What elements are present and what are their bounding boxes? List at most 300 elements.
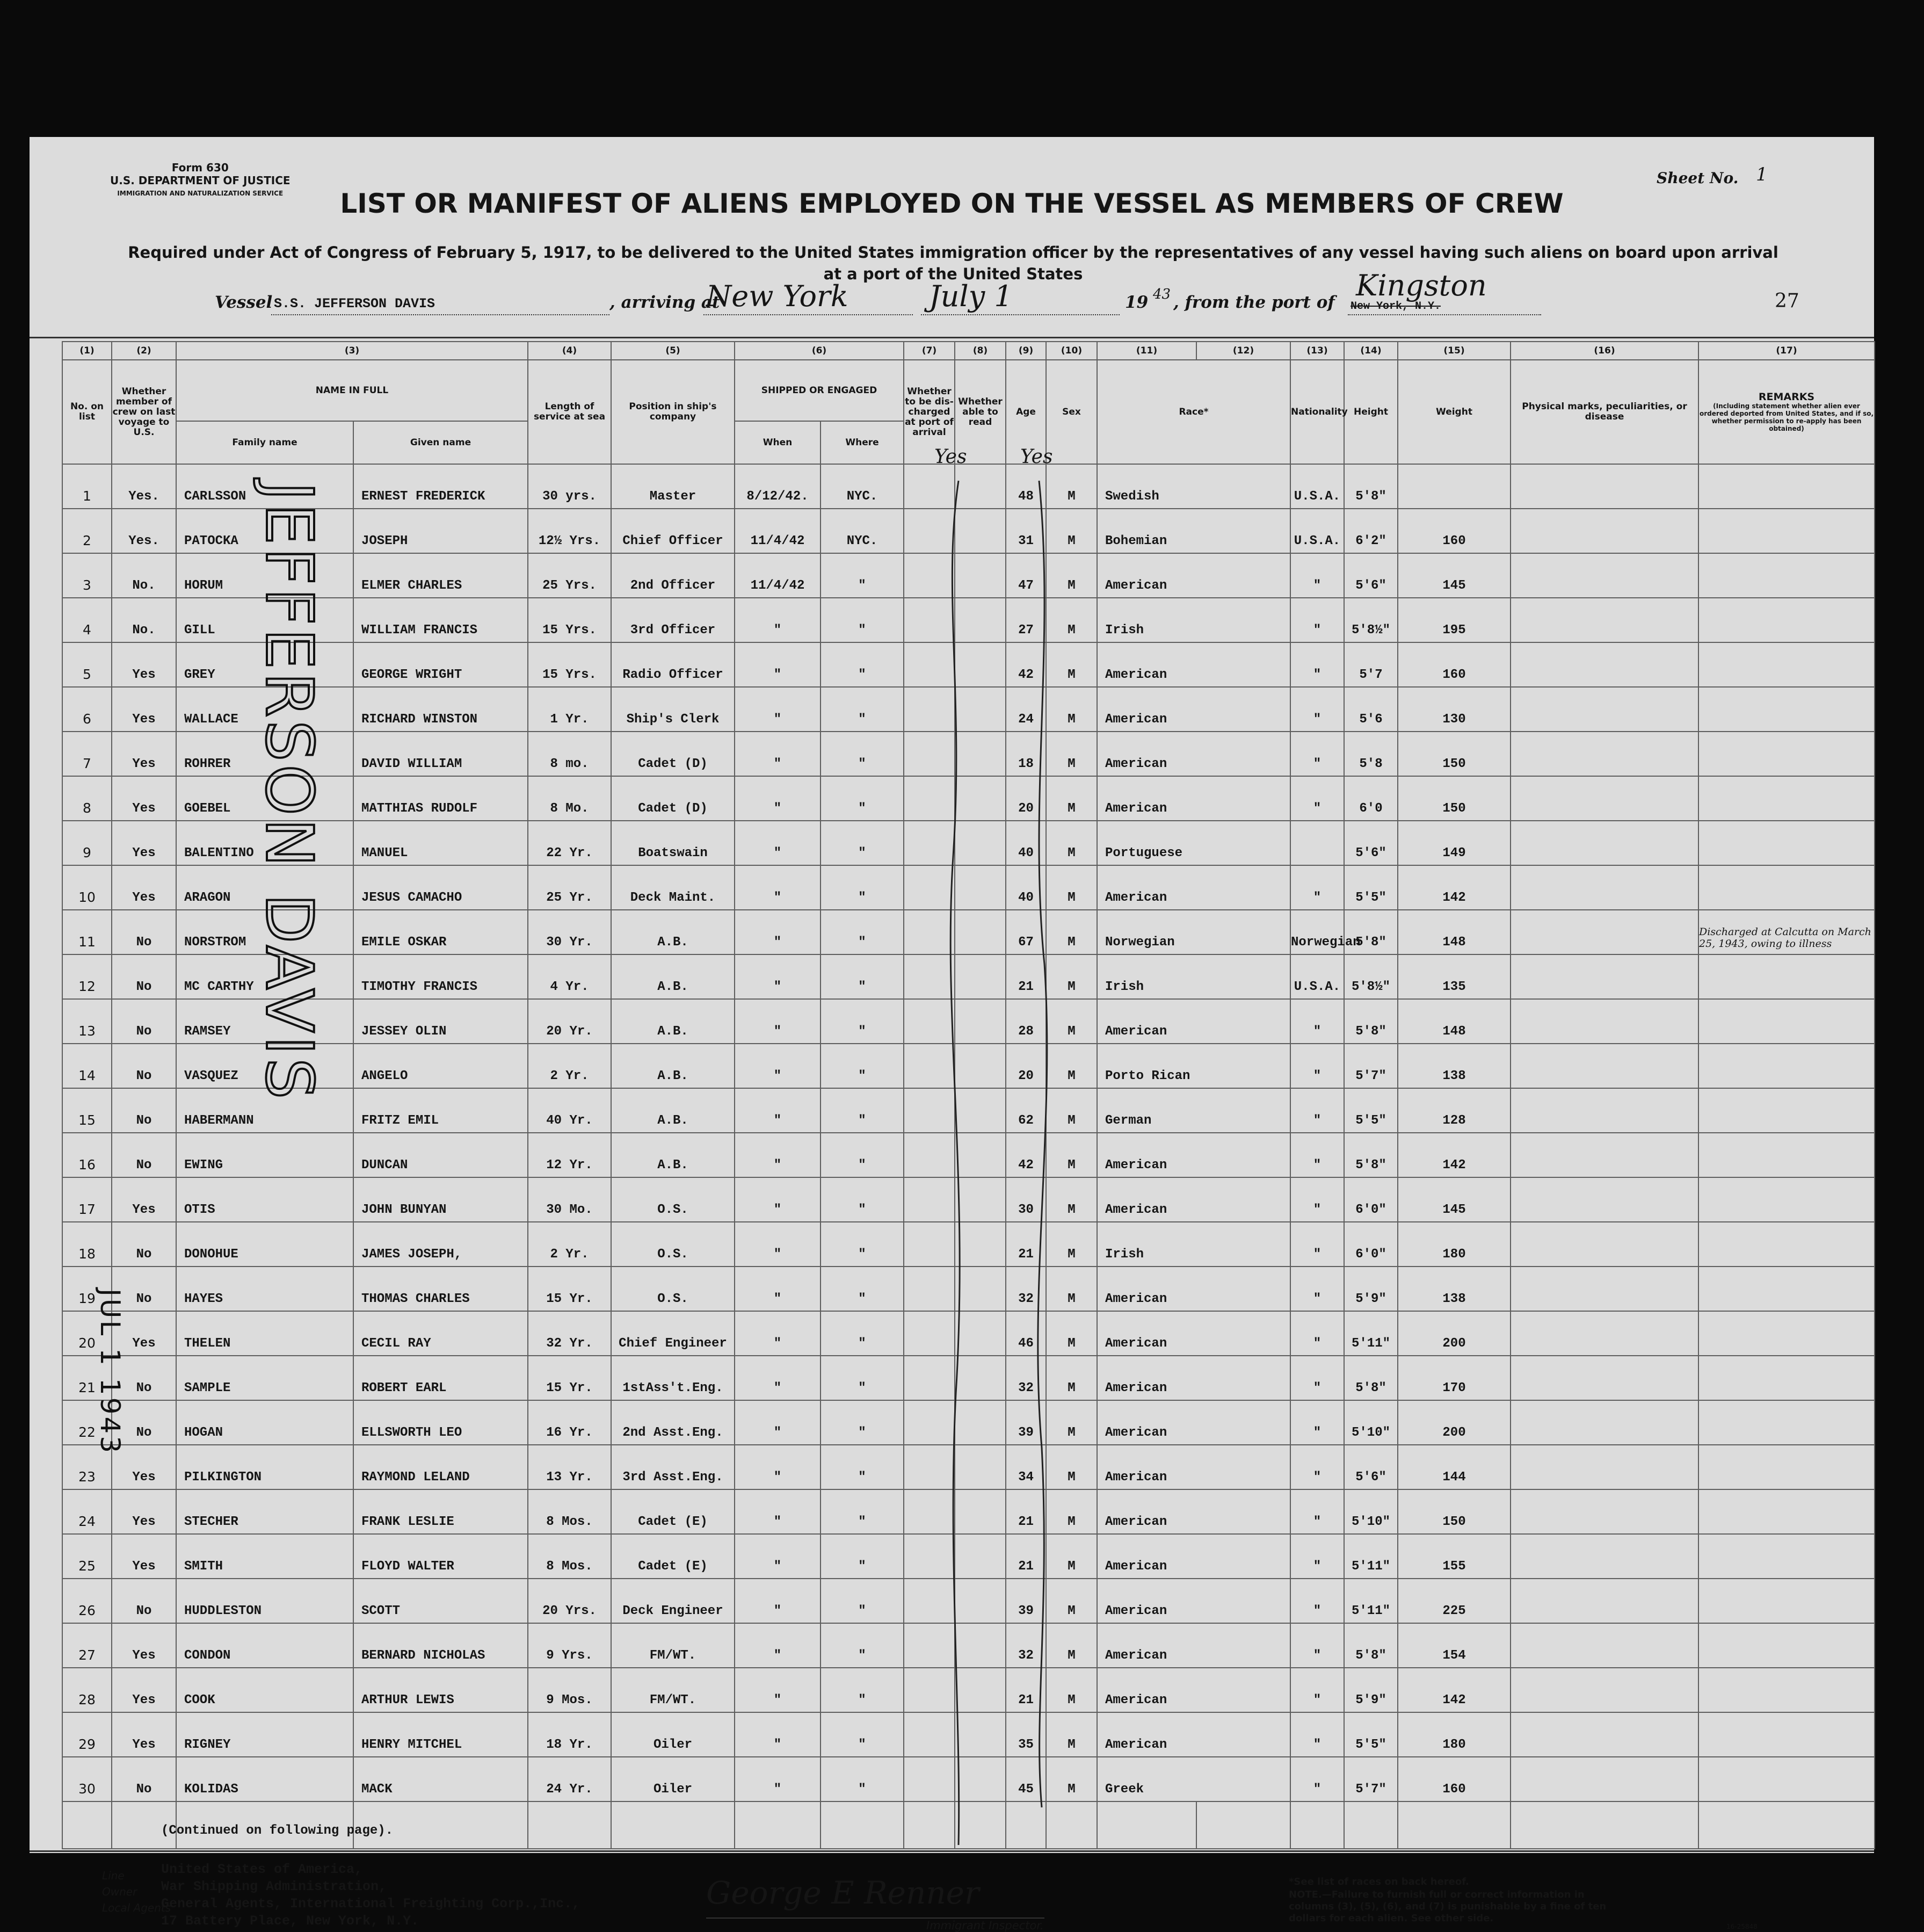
col-num: (4): [528, 342, 611, 360]
shipped-when-cell: ": [735, 776, 821, 821]
length-service-cell: 12½ Yrs.: [528, 509, 611, 553]
height-cell: 5'7": [1344, 1757, 1398, 1801]
position-cell: A.B.: [611, 999, 735, 1044]
age-cell: 42: [1006, 1133, 1046, 1177]
given-name-cell: JOSEPH: [353, 509, 528, 553]
remarks-cell: [1698, 1133, 1875, 1177]
sex-cell: M: [1046, 1757, 1097, 1801]
physical-marks-cell: [1511, 1267, 1698, 1311]
position-cell: Boatswain: [611, 821, 735, 865]
length-service-cell: 25 Yrs.: [528, 553, 611, 598]
family-name-cell: CONDON: [176, 1623, 353, 1668]
given-name-cell: FLOYD WALTER: [353, 1534, 528, 1579]
physical-marks-cell: [1511, 1400, 1698, 1445]
col-num: (6): [735, 342, 904, 360]
header-nationality: Nationality: [1290, 360, 1344, 464]
given-name-cell: BERNARD NICHOLAS: [353, 1623, 528, 1668]
age-cell: 47: [1006, 553, 1046, 598]
shipped-when-cell: ": [735, 1133, 821, 1177]
agents-label: Local Agents: [102, 1901, 171, 1914]
age-cell: 21: [1006, 1668, 1046, 1712]
height-cell: 5'8½": [1344, 598, 1398, 642]
sex-cell: M: [1046, 1489, 1097, 1534]
race-cell: Bohemian: [1097, 509, 1290, 553]
col-num: (10): [1046, 342, 1097, 360]
family-name-cell: VASQUEZ: [176, 1044, 353, 1088]
position-cell: FM/WT.: [611, 1623, 735, 1668]
shipped-where-cell: ": [821, 732, 904, 776]
physical-marks-cell: [1511, 1177, 1698, 1222]
col-num: (16): [1511, 342, 1698, 360]
remarks-note: (Including statement whether alien ever ordered deported from United States, and if so, whether permission to re-apply has been obtained): [1699, 402, 1874, 432]
date-underline: [921, 314, 1120, 315]
sheet-number-value: 1: [1756, 164, 1768, 185]
shipped-when-cell: ": [735, 1311, 821, 1356]
physical-marks-cell: [1511, 464, 1698, 509]
inspector-signature: George E Renner: [706, 1875, 979, 1911]
sex-cell: M: [1046, 509, 1097, 553]
race-cell: American: [1097, 1400, 1290, 1445]
arrival-date: July 1: [929, 279, 1013, 313]
shipped-where-cell: ": [821, 1712, 904, 1757]
position-cell: A.B.: [611, 1088, 735, 1133]
nationality-cell: ": [1290, 1044, 1344, 1088]
weight-cell: [1398, 464, 1511, 509]
shipped-where-cell: ": [821, 1623, 904, 1668]
physical-marks-cell: [1511, 1668, 1698, 1712]
sex-cell: M: [1046, 1311, 1097, 1356]
remarks-cell: [1698, 1623, 1875, 1668]
shipped-where-cell: ": [821, 865, 904, 910]
last-voyage-cell: No: [112, 1757, 176, 1801]
shipped-when-cell: ": [735, 1757, 821, 1801]
physical-marks-cell: [1511, 776, 1698, 821]
last-voyage-cell: No: [112, 954, 176, 999]
length-service-cell: 22 Yr.: [528, 821, 611, 865]
age-cell: 40: [1006, 865, 1046, 910]
age-cell: 24: [1006, 687, 1046, 732]
shipped-where-cell: ": [821, 1311, 904, 1356]
nationality-cell: ": [1290, 1489, 1344, 1534]
age-cell: 31: [1006, 509, 1046, 553]
year-prefix: 19: [1125, 293, 1149, 312]
family-name-cell: GREY: [176, 642, 353, 687]
family-name-cell: RIGNEY: [176, 1712, 353, 1757]
family-name-cell: PATOCKA: [176, 509, 353, 553]
from-underline: [1348, 314, 1541, 315]
shipped-where-cell: ": [821, 1177, 904, 1222]
length-service-cell: 1 Yr.: [528, 687, 611, 732]
given-name-cell: TIMOTHY FRANCIS: [353, 954, 528, 999]
sheet-number-label: Sheet No.: [1657, 169, 1739, 187]
position-cell: A.B.: [611, 1044, 735, 1088]
position-cell: O.S.: [611, 1177, 735, 1222]
last-voyage-cell: Yes: [112, 1534, 176, 1579]
weight-cell: 160: [1398, 1757, 1511, 1801]
length-service-cell: 15 Yr.: [528, 1356, 611, 1400]
given-name-cell: RAYMOND LELAND: [353, 1445, 528, 1489]
age-cell: 46: [1006, 1311, 1046, 1356]
length-service-cell: 15 Yrs.: [528, 598, 611, 642]
nationality-cell: ": [1290, 598, 1344, 642]
row-number-cell: 24: [62, 1489, 112, 1534]
race-cell: Porto Rican: [1097, 1044, 1290, 1088]
nationality-cell: ": [1290, 1267, 1344, 1311]
last-voyage-cell: Yes: [112, 732, 176, 776]
race-cell: American: [1097, 1579, 1290, 1623]
given-name-cell: CECIL RAY: [353, 1311, 528, 1356]
given-name-cell: MANUEL: [353, 821, 528, 865]
shipped-where-cell: ": [821, 642, 904, 687]
manifest-sheet: [30, 137, 1874, 1932]
nationality-cell: ": [1290, 1222, 1344, 1267]
position-cell: 2nd Officer: [611, 553, 735, 598]
ditto-wavy-line: [937, 481, 1001, 1850]
sex-cell: M: [1046, 642, 1097, 687]
col-num: (9): [1006, 342, 1046, 360]
sex-cell: M: [1046, 1088, 1097, 1133]
continued-note: (Continued on following page).: [161, 1824, 394, 1838]
age-cell: 40: [1006, 821, 1046, 865]
row-number-cell: 14: [62, 1044, 112, 1088]
row-number-cell: 1: [62, 464, 112, 509]
race-cell: American: [1097, 1356, 1290, 1400]
weight-cell: 138: [1398, 1044, 1511, 1088]
length-service-cell: 9 Mos.: [528, 1668, 611, 1712]
age-cell: 67: [1006, 910, 1046, 954]
height-cell: 6'0: [1344, 776, 1398, 821]
position-cell: 2nd Asst.Eng.: [611, 1400, 735, 1445]
position-cell: Chief Officer: [611, 509, 735, 553]
height-cell: 5'10": [1344, 1400, 1398, 1445]
arriving-label: , arriving at: [609, 293, 720, 312]
last-voyage-cell: No: [112, 1579, 176, 1623]
shipped-when-cell: ": [735, 1044, 821, 1088]
family-name-cell: CARLSSON: [176, 464, 353, 509]
length-service-cell: 8 Mos.: [528, 1489, 611, 1534]
shipped-when-cell: ": [735, 1534, 821, 1579]
weight-cell: 154: [1398, 1623, 1511, 1668]
col-num: (17): [1698, 342, 1875, 360]
weight-cell: 200: [1398, 1400, 1511, 1445]
sex-cell: M: [1046, 1177, 1097, 1222]
shipped-where-cell: ": [821, 1445, 904, 1489]
shipped-when-cell: 11/4/42: [735, 509, 821, 553]
race-cell: American: [1097, 1445, 1290, 1489]
family-name-cell: BALENTINO: [176, 821, 353, 865]
footer-labels: [102, 1868, 171, 1916]
weight-cell: 149: [1398, 821, 1511, 865]
page-subtitle: Required under Act of Congress of February 5, 1917, to be delivered to the United States immigration officer by the representatives of any vessel having such aliens on board upon arrival at a port of the United States: [128, 243, 1778, 283]
header-able-read: Whether able to read: [955, 360, 1006, 464]
physical-marks-cell: [1511, 1356, 1698, 1400]
header-sex: Sex: [1046, 360, 1097, 464]
given-name-cell: DAVID WILLIAM: [353, 732, 528, 776]
length-service-cell: 15 Yrs.: [528, 642, 611, 687]
position-cell: O.S.: [611, 1267, 735, 1311]
position-cell: O.S.: [611, 1222, 735, 1267]
shipped-when-cell: ": [735, 1222, 821, 1267]
nationality-cell: ": [1290, 1311, 1344, 1356]
remarks-cell: [1698, 1311, 1875, 1356]
weight-cell: 180: [1398, 1712, 1511, 1757]
physical-marks-cell: [1511, 598, 1698, 642]
row-number-cell: 29: [62, 1712, 112, 1757]
remarks-cell: [1698, 598, 1875, 642]
shipped-when-cell: 11/4/42: [735, 553, 821, 598]
sex-cell: M: [1046, 732, 1097, 776]
line-label: Line: [102, 1869, 125, 1882]
race-cell: American: [1097, 776, 1290, 821]
nationality-cell: [1290, 821, 1344, 865]
position-cell: Cadet (E): [611, 1489, 735, 1534]
form-number: Form 630: [171, 161, 229, 174]
last-voyage-cell: Yes: [112, 1489, 176, 1534]
shipped-where-cell: ": [821, 954, 904, 999]
given-name-cell: WILLIAM FRANCIS: [353, 598, 528, 642]
race-cell: Portuguese: [1097, 821, 1290, 865]
nationality-cell: ": [1290, 1668, 1344, 1712]
shipped-where-cell: ": [821, 1489, 904, 1534]
height-cell: 5'9": [1344, 1267, 1398, 1311]
race-cell: American: [1097, 1623, 1290, 1668]
vessel-name: S.S. JEFFERSON DAVIS: [274, 296, 435, 312]
given-name-cell: JAMES JOSEPH,: [353, 1222, 528, 1267]
age-cell: 27: [1006, 598, 1046, 642]
age-cell: 34: [1006, 1445, 1046, 1489]
shipped-where-cell: ": [821, 1668, 904, 1712]
weight-cell: 142: [1398, 865, 1511, 910]
height-cell: 5'6: [1344, 687, 1398, 732]
given-name-cell: ANGELO: [353, 1044, 528, 1088]
last-voyage-cell: No: [112, 999, 176, 1044]
given-name-cell: ARTHUR LEWIS: [353, 1668, 528, 1712]
length-service-cell: 32 Yr.: [528, 1311, 611, 1356]
sex-cell: M: [1046, 999, 1097, 1044]
height-cell: 5'11": [1344, 1311, 1398, 1356]
height-cell: 5'5": [1344, 865, 1398, 910]
remarks-cell: [1698, 1177, 1875, 1222]
from-port: Kingston: [1356, 269, 1487, 302]
shipped-where-cell: ": [821, 1579, 904, 1623]
height-cell: 5'8½": [1344, 954, 1398, 999]
age-cell: 32: [1006, 1356, 1046, 1400]
col-num: (14): [1344, 342, 1398, 360]
agent-line-1: United States of America,: [161, 1862, 363, 1877]
physical-marks-cell: [1511, 1712, 1698, 1757]
shipped-where-cell: ": [821, 687, 904, 732]
position-cell: A.B.: [611, 954, 735, 999]
weight-cell: 150: [1398, 776, 1511, 821]
family-name-cell: ROHRER: [176, 732, 353, 776]
nationality-cell: ": [1290, 865, 1344, 910]
row-number-cell: 11: [62, 910, 112, 954]
age-cell: 32: [1006, 1267, 1046, 1311]
last-voyage-cell: Yes: [112, 1712, 176, 1757]
given-name-cell: MATTHIAS RUDOLF: [353, 776, 528, 821]
race-cell: Norwegian: [1097, 910, 1290, 954]
from-port-typed: New York, N.Y.: [1351, 300, 1441, 313]
family-name-cell: SAMPLE: [176, 1356, 353, 1400]
row-number-cell: 16: [62, 1133, 112, 1177]
row-number-cell: 17: [62, 1177, 112, 1222]
remarks-cell: [1698, 687, 1875, 732]
family-name-cell: SMITH: [176, 1534, 353, 1579]
given-name-cell: DUNCAN: [353, 1133, 528, 1177]
row-number-cell: 7: [62, 732, 112, 776]
vessel-label: Vessel: [215, 293, 273, 312]
length-service-cell: 13 Yr.: [528, 1445, 611, 1489]
given-name-cell: EMILE OSKAR: [353, 910, 528, 954]
family-name-cell: THELEN: [176, 1311, 353, 1356]
race-cell: American: [1097, 999, 1290, 1044]
physical-marks-cell: [1511, 1489, 1698, 1534]
remarks-cell: [1698, 1579, 1875, 1623]
col-num: (11): [1097, 342, 1196, 360]
sex-cell: M: [1046, 1400, 1097, 1445]
race-cell: American: [1097, 732, 1290, 776]
service-name: IMMIGRATION AND NATURALIZATION SERVICE: [117, 190, 284, 197]
row-number-cell: 10: [62, 865, 112, 910]
height-cell: 5'6": [1344, 553, 1398, 598]
col-num: (8): [955, 342, 1006, 360]
race-cell: Greek: [1097, 1757, 1290, 1801]
col-num: (3): [176, 342, 528, 360]
family-name-cell: HOGAN: [176, 1400, 353, 1445]
header-length-service: Length of service at sea: [528, 360, 611, 464]
weight-cell: 225: [1398, 1579, 1511, 1623]
last-voyage-cell: No: [112, 1356, 176, 1400]
arriving-port: New York: [706, 279, 848, 313]
height-cell: 5'7: [1344, 642, 1398, 687]
nationality-cell: ": [1290, 1579, 1344, 1623]
date-stamp: JUL 1 1943: [95, 1288, 126, 1456]
remarks-cell: [1698, 1712, 1875, 1757]
row-number-cell: 12: [62, 954, 112, 999]
shipped-where-cell: ": [821, 553, 904, 598]
position-cell: Master: [611, 464, 735, 509]
position-cell: 3rd Asst.Eng.: [611, 1445, 735, 1489]
shipped-where-cell: ": [821, 598, 904, 642]
height-cell: 5'6": [1344, 1445, 1398, 1489]
sex-cell: M: [1046, 1356, 1097, 1400]
shipped-when-cell: ": [735, 1267, 821, 1311]
last-voyage-cell: Yes: [112, 1445, 176, 1489]
position-cell: Deck Engineer: [611, 1579, 735, 1623]
remarks-cell: [1698, 865, 1875, 910]
shipped-when-cell: ": [735, 865, 821, 910]
length-service-cell: 30 Mo.: [528, 1177, 611, 1222]
agent-line-4: 17 Battery Place, New York, N.Y.: [161, 1913, 419, 1929]
sex-cell: M: [1046, 1222, 1097, 1267]
remarks-cell: [1698, 999, 1875, 1044]
sex-cell: M: [1046, 553, 1097, 598]
race-cell: Irish: [1097, 1222, 1290, 1267]
race-cell: Irish: [1097, 954, 1290, 999]
family-name-cell: GILL: [176, 598, 353, 642]
height-cell: 5'9": [1344, 1668, 1398, 1712]
age-cell: 20: [1006, 1044, 1046, 1088]
last-voyage-cell: Yes: [112, 776, 176, 821]
races-note: *See list of races on back hereof.: [1289, 1876, 1469, 1887]
height-cell: 6'0": [1344, 1177, 1398, 1222]
physical-marks-cell: [1511, 865, 1698, 910]
given-name-cell: ELLSWORTH LEO: [353, 1400, 528, 1445]
agent-line-3: General Agents, International Freighting Corp.,Inc.,: [161, 1896, 580, 1912]
age-cell: 39: [1006, 1400, 1046, 1445]
age-cell: 30: [1006, 1177, 1046, 1222]
row-number-cell: 19: [62, 1267, 112, 1311]
shipped-where-cell: ": [821, 1133, 904, 1177]
given-name-cell: HENRY MITCHEL: [353, 1712, 528, 1757]
height-cell: 6'2": [1344, 509, 1398, 553]
family-name-cell: DONOHUE: [176, 1222, 353, 1267]
shipped-where-cell: ": [821, 1757, 904, 1801]
nationality-cell: ": [1290, 553, 1344, 598]
last-voyage-cell: Yes: [112, 821, 176, 865]
weight-cell: 170: [1398, 1356, 1511, 1400]
physical-marks-cell: [1511, 687, 1698, 732]
family-name-cell: HABERMANN: [176, 1088, 353, 1133]
read-handwritten: Yes: [1020, 446, 1053, 468]
shipped-where-cell: ": [821, 910, 904, 954]
age-cell: 32: [1006, 1623, 1046, 1668]
header-no-on-list: No. on list: [62, 360, 112, 464]
shipped-when-cell: ": [735, 910, 821, 954]
col-num: (15): [1398, 342, 1511, 360]
height-cell: 5'11": [1344, 1534, 1398, 1579]
from-port-label: , from the port of: [1173, 293, 1335, 312]
race-cell: American: [1097, 1489, 1290, 1534]
shipped-where-cell: ": [821, 821, 904, 865]
given-name-cell: GEORGE WRIGHT: [353, 642, 528, 687]
given-name-cell: ELMER CHARLES: [353, 553, 528, 598]
last-voyage-cell: No: [112, 1044, 176, 1088]
sex-cell: M: [1046, 1445, 1097, 1489]
header-rule: [30, 337, 1874, 338]
position-cell: Ship's Clerk: [611, 687, 735, 732]
discharged-handwritten: Yes: [934, 446, 967, 468]
height-cell: 5'11": [1344, 1579, 1398, 1623]
column-numbers-row: [62, 342, 1875, 360]
col-num: (5): [611, 342, 735, 360]
position-cell: Deck Maint.: [611, 865, 735, 910]
physical-marks-cell: [1511, 1133, 1698, 1177]
weight-cell: 150: [1398, 732, 1511, 776]
length-service-cell: 9 Yrs.: [528, 1623, 611, 1668]
remarks-cell: [1698, 821, 1875, 865]
position-cell: A.B.: [611, 910, 735, 954]
physical-marks-cell: [1511, 1623, 1698, 1668]
family-name-cell: PILKINGTON: [176, 1445, 353, 1489]
header-race: Race*: [1097, 360, 1290, 464]
age-cell: 48: [1006, 464, 1046, 509]
shipped-where-cell: NYC.: [821, 464, 904, 509]
age-cell: 18: [1006, 732, 1046, 776]
weight-cell: 160: [1398, 509, 1511, 553]
remarks-cell: [1698, 1757, 1875, 1801]
row-number-cell: 26: [62, 1579, 112, 1623]
height-cell: 5'8": [1344, 1133, 1398, 1177]
shipped-where-cell: ": [821, 1400, 904, 1445]
row-number-cell: 15: [62, 1088, 112, 1133]
age-cell: 35: [1006, 1712, 1046, 1757]
race-cell: American: [1097, 1133, 1290, 1177]
shipped-when-cell: 8/12/42.: [735, 464, 821, 509]
position-cell: FM/WT.: [611, 1668, 735, 1712]
form-code: 16-25848: [1726, 1923, 1758, 1930]
shipped-when-cell: ": [735, 1579, 821, 1623]
